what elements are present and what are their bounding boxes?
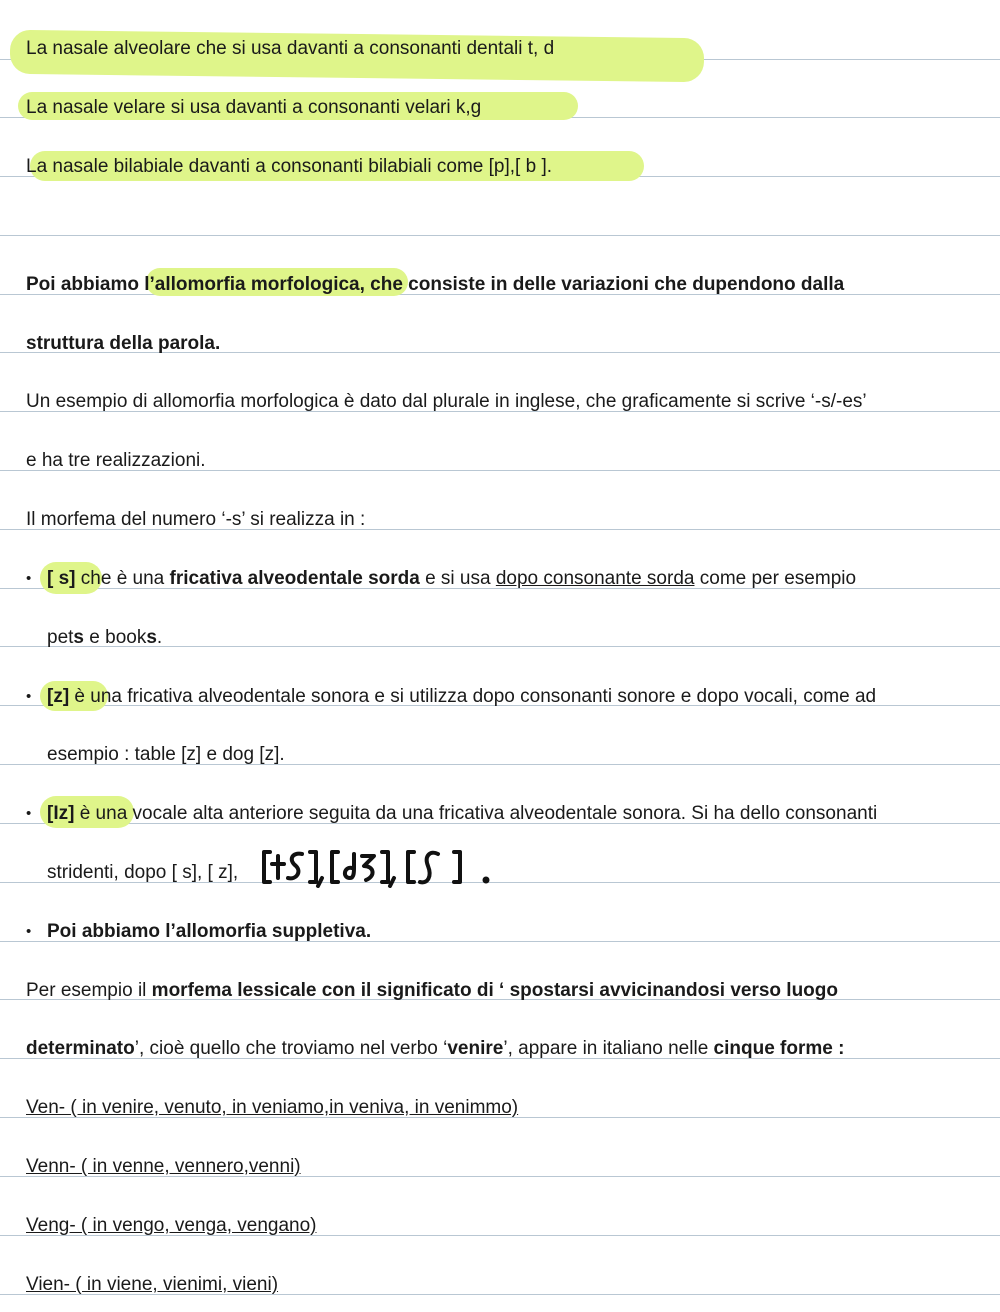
list-item: Vien- ( in viene, vienimi, vieni): [26, 1274, 279, 1295]
bullet-item: Poi abbiamo l’allomorfia suppletiva.: [47, 921, 372, 942]
bullet-dot: •: [26, 570, 32, 587]
note-line: Per esempio il morfema lessicale con il significato di ‘ spostarsi avvicinandosi verso luogo: [26, 980, 839, 1001]
note-line: e ha tre realizzazioni.: [26, 450, 206, 471]
ruled-line: [0, 235, 1000, 236]
list-item: Veng- ( in vengo, venga, vengano): [26, 1215, 317, 1236]
note-line: La nasale alveolare che si usa davanti a consonanti dentali t, d: [26, 38, 555, 59]
bullet-continuation: stridenti, dopo [ s], [ z],: [47, 862, 239, 883]
heading-line: struttura della parola.: [26, 333, 221, 354]
bullet-item: [ s] che è una fricativa alveodentale sorda e si usa dopo consonante sorda come per esempio: [47, 568, 857, 589]
bullet-dot: •: [26, 688, 32, 705]
list-item: Venn- ( in venne, vennero,venni): [26, 1156, 301, 1177]
note-line: Un esempio di allomorfia morfologica è dato dal plurale in inglese, che graficamente si scrive ‘-s/-es’: [26, 391, 867, 412]
note-line: determinato’, cioè quello che troviamo nel verbo ‘venire’, appare in italiano nelle cinque forme :: [26, 1038, 845, 1059]
note-line: Il morfema del numero ‘-s’ si realizza in :: [26, 509, 366, 530]
handwritten-ipa-symbols: [258, 846, 498, 888]
heading-line: Poi abbiamo l’allomorfia morfologica, che consiste in delle variazioni che dupendono dalla: [26, 274, 845, 295]
note-line: La nasale velare si usa davanti a consonanti velari k,g: [26, 97, 482, 118]
bullet-item: [z] è una fricativa alveodentale sonora e si utilizza dopo consonanti sonore e dopo vocali, come ad: [47, 686, 877, 707]
list-item: Ven- ( in venire, venuto, in veniamo,in veniva, in venimmo): [26, 1097, 519, 1118]
bullet-item: [Iz] è una vocale alta anteriore seguita da una fricativa alveodentale sonora. Si ha dello consonanti: [47, 803, 878, 824]
note-line: La nasale bilabiale davanti a consonanti bilabiali come [p],[ b ].: [26, 156, 553, 177]
bullet-dot: •: [26, 805, 32, 822]
bullet-continuation: pets e books.: [47, 627, 163, 648]
bullet-continuation: esempio : table [z] e dog [z].: [47, 744, 285, 765]
bullet-dot: •: [26, 923, 32, 940]
